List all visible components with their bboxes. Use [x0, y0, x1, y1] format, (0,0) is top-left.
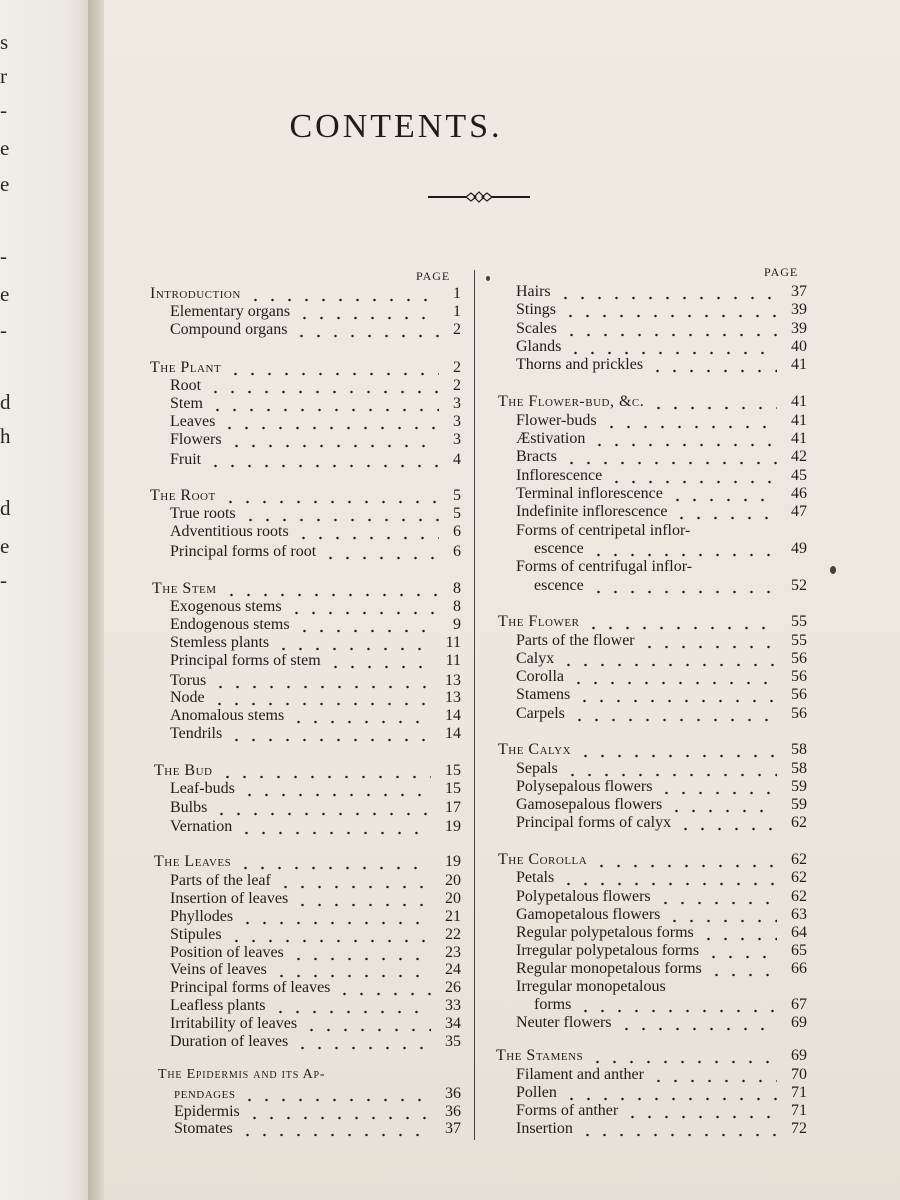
- toc-page-number: 37: [445, 1120, 461, 1137]
- leader-dots: [273, 961, 431, 979]
- toc-page-number: 40: [791, 338, 807, 355]
- toc-entry-title: Flower-buds: [516, 412, 597, 429]
- toc-page-number: 3: [453, 395, 461, 412]
- toc-page-number: 71: [791, 1084, 807, 1101]
- toc-entry-title: Gamosepalous flowers: [516, 796, 663, 813]
- toc-page-number: 23: [445, 944, 461, 961]
- leader-dots: [213, 799, 431, 817]
- toc-page-number: 62: [791, 888, 807, 905]
- toc-page-number: 62: [791, 814, 807, 831]
- leader-dots: [294, 890, 431, 908]
- toc-page-number: 36: [445, 1103, 461, 1120]
- toc-page-number: 21: [445, 908, 461, 925]
- toc-entry-title: Position of leaves: [170, 944, 284, 961]
- toc-page-number: 8: [453, 580, 461, 597]
- leader-dots: [296, 616, 439, 634]
- toc-entry-title: Corolla: [516, 668, 564, 685]
- toc-page-number: 6: [453, 523, 461, 540]
- leader-dots: [288, 598, 439, 616]
- leader-dots: [207, 451, 439, 469]
- toc-entry-title: Parts of the leaf: [170, 872, 271, 889]
- toc-entry-title: Polysepalous flowers: [516, 778, 653, 795]
- toc-entry-title: Principal forms of root: [170, 543, 317, 560]
- toc-page-number: 55: [791, 613, 807, 630]
- leader-dots: [593, 851, 777, 869]
- toc-entry-title: Duration of leaves: [170, 1033, 289, 1050]
- toc-page-number: 34: [445, 1015, 461, 1032]
- toc-page-number: 20: [445, 890, 461, 907]
- toc-entry-title: Indefinite inflorescence: [516, 503, 668, 520]
- toc-page-number: 62: [791, 869, 807, 886]
- leader-dots: [228, 725, 431, 743]
- leader-dots: [641, 632, 777, 650]
- leader-dots: [649, 356, 777, 374]
- toc-page-number: 56: [791, 650, 807, 667]
- leader-dots: [624, 1102, 777, 1120]
- toc-page-number: 13: [445, 689, 461, 706]
- toc-entry-title: True roots: [170, 505, 236, 522]
- toc-entry-title: Fruit: [170, 451, 202, 468]
- leader-dots: [576, 686, 777, 704]
- leader-dots: [239, 1120, 431, 1138]
- toc-page-number: 37: [791, 283, 807, 300]
- facing-page-fragment: e: [0, 136, 10, 160]
- facing-page-fragment: e: [0, 172, 10, 196]
- leader-dots: [228, 926, 431, 944]
- leader-dots: [296, 303, 439, 321]
- toc-page-number: 35: [445, 1033, 461, 1050]
- toc-page-number: 47: [791, 503, 807, 520]
- leader-dots: [239, 908, 431, 926]
- toc-page-number: 62: [791, 851, 807, 868]
- toc-entry-title: Flowers: [170, 431, 222, 448]
- toc-page-number: 24: [445, 961, 461, 978]
- toc-page-number: 45: [791, 467, 807, 484]
- toc-entry-title: Parts of the flower: [516, 632, 635, 649]
- toc-page-number: 46: [791, 485, 807, 502]
- toc-page-number: 56: [791, 705, 807, 722]
- leader-dots: [272, 997, 431, 1015]
- facing-page-fragment: -: [0, 568, 7, 592]
- toc-entry-title: Inflorescence: [516, 467, 603, 484]
- leader-dots: [209, 395, 439, 413]
- leader-dots: [238, 818, 431, 836]
- facing-page-fragment: d: [0, 390, 11, 414]
- toc-page-number: 36: [445, 1085, 461, 1102]
- toc-entry-title: Æstivation: [516, 430, 586, 447]
- leader-dots: [677, 814, 777, 832]
- toc-entry-title: Irregular polypetalous forms: [516, 942, 700, 959]
- toc-entry-title: Regular polypetalous forms: [516, 924, 694, 941]
- leader-dots: [658, 778, 777, 796]
- leader-dots: [657, 888, 777, 906]
- toc-page-number: 14: [445, 707, 461, 724]
- leader-dots: [563, 448, 777, 466]
- toc-page-number: 72: [791, 1120, 807, 1137]
- leader-dots: [212, 672, 431, 690]
- leader-dots: [563, 1084, 777, 1102]
- toc-entry-title: Petals: [516, 869, 555, 886]
- toc-page-number: 19: [445, 818, 461, 835]
- toc-entry-title: Bulbs: [170, 799, 208, 816]
- column-divider: [474, 270, 475, 1140]
- toc-entry-title: Stings: [516, 301, 557, 318]
- toc-page-number: 2: [453, 377, 461, 394]
- toc-entry-title: Leaf-buds: [170, 780, 235, 797]
- leader-dots: [708, 960, 777, 978]
- toc-entry-title: escence: [534, 540, 584, 557]
- toc-entry-title: escence: [534, 577, 584, 594]
- toc-entry-title: Insertion: [516, 1120, 573, 1137]
- leader-dots: [590, 577, 777, 595]
- toc-entry-title: The Corolla: [498, 851, 588, 868]
- toc-entry-title: Carpels: [516, 705, 565, 722]
- toc-entry-title: Principal forms of leaves: [170, 979, 331, 996]
- toc-page-number: 1: [453, 303, 461, 320]
- leader-dots: [591, 430, 777, 448]
- toc-entry-title: The Flower-bud, &c.: [498, 393, 645, 410]
- page-title: CONTENTS.: [289, 108, 503, 145]
- toc-entry-title: Regular monopetalous forms: [516, 960, 702, 977]
- left-page-column-heading: PAGE: [416, 269, 451, 283]
- facing-page-fragment: -: [0, 244, 7, 268]
- toc-page-number: 39: [791, 320, 807, 337]
- toc-page-number: 63: [791, 906, 807, 923]
- leader-dots: [650, 1066, 777, 1084]
- leader-dots: [228, 431, 439, 449]
- toc-page-number: 20: [445, 872, 461, 889]
- leader-dots: [295, 523, 439, 541]
- toc-entry-title: Hairs: [516, 283, 551, 300]
- right-page-column-heading: PAGE: [764, 265, 799, 279]
- leader-dots: [294, 1033, 431, 1051]
- leader-dots: [673, 503, 777, 521]
- toc-page-number: 71: [791, 1102, 807, 1119]
- toc-page-number: 8: [453, 598, 461, 615]
- toc-page-number: 5: [453, 505, 461, 522]
- toc-entry-title: Tendrils: [170, 725, 223, 742]
- leader-dots: [327, 652, 432, 670]
- facing-page-fragment: -: [0, 318, 7, 342]
- toc-page-number: 39: [791, 301, 807, 318]
- toc-entry-title: Stem: [170, 395, 203, 412]
- leader-dots: [608, 467, 777, 485]
- toc-entry-title: Neuter flowers: [516, 1014, 612, 1031]
- toc-page-number: 58: [791, 741, 807, 758]
- toc-entry-title: Gamopetalous flowers: [516, 906, 661, 923]
- leader-dots: [570, 668, 777, 686]
- toc-entry-title: Endogenous stems: [170, 616, 290, 633]
- toc-page-number: 56: [791, 668, 807, 685]
- leader-dots: [579, 1120, 777, 1138]
- toc-entry-title: Veins of leaves: [170, 961, 267, 978]
- leader-dots: [564, 760, 777, 778]
- toc-page-number: 52: [791, 577, 807, 594]
- leader-dots: [207, 377, 439, 395]
- toc-entry-title: Introduction: [150, 285, 241, 302]
- toc-page-number: 56: [791, 686, 807, 703]
- toc-entry-title: Torus: [170, 672, 207, 689]
- facing-page-fragment: e: [0, 282, 10, 306]
- toc-entry-title: Forms of centrifugal inflor-: [516, 558, 693, 575]
- toc-entry-title: The Plant: [150, 359, 222, 376]
- toc-entry-title: Adventitious roots: [170, 523, 289, 540]
- toc-page-number: 14: [445, 725, 461, 742]
- toc-entry-title: Calyx: [516, 650, 555, 667]
- toc-entry-title: Polypetalous flowers: [516, 888, 651, 905]
- leader-dots: [221, 413, 439, 431]
- toc-page-number: 5: [453, 487, 461, 504]
- toc-entry-title: Vernation: [170, 818, 233, 835]
- paper-stain: [830, 566, 836, 574]
- leader-dots: [557, 283, 777, 301]
- toc-page-number: 69: [791, 1047, 807, 1064]
- toc-entry-title: Exogenous stems: [170, 598, 282, 615]
- leader-dots: [669, 485, 777, 503]
- toc-entry-title: Terminal inflorescence: [516, 485, 663, 502]
- paper-stain: [486, 276, 490, 281]
- toc-page-number: 66: [791, 960, 807, 977]
- toc-entry-title: Elementary organs: [170, 303, 291, 320]
- leader-dots: [571, 705, 777, 723]
- toc-page-number: 49: [791, 540, 807, 557]
- toc-entry-title: Compound organs: [170, 321, 288, 338]
- toc-page-number: 42: [791, 448, 807, 465]
- toc-entry-title: Irregular monopetalous: [516, 978, 666, 995]
- toc-entry-title: Node: [170, 689, 205, 706]
- toc-page-number: 64: [791, 924, 807, 941]
- leader-dots: [222, 487, 439, 505]
- leader-dots: [567, 338, 777, 356]
- toc-entry-title: Leaves: [170, 413, 216, 430]
- toc-entry-title: The Calyx: [498, 741, 572, 758]
- leader-dots: [668, 796, 777, 814]
- toc-entry-title: The Stem: [152, 580, 217, 597]
- toc-entry-title: The Bud: [154, 762, 213, 779]
- leader-dots: [322, 543, 439, 561]
- leader-dots: [618, 1014, 777, 1032]
- leader-dots: [563, 320, 777, 338]
- toc-entry-title: Sepals: [516, 760, 558, 777]
- leader-dots: [290, 707, 431, 725]
- leader-dots: [290, 944, 431, 962]
- facing-page-fragment: e: [0, 534, 10, 558]
- toc-entry-title: Stomates: [174, 1120, 233, 1137]
- toc-entry-title: The Leaves: [154, 853, 232, 870]
- toc-entry-title: Anomalous stems: [170, 707, 285, 724]
- leader-dots: [211, 689, 431, 707]
- leader-dots: [303, 1015, 431, 1033]
- toc-entry-title: Filament and anther: [516, 1066, 644, 1083]
- toc-page-number: 2: [453, 321, 461, 338]
- toc-entry-title: forms: [534, 996, 572, 1013]
- toc-page-number: 22: [445, 926, 461, 943]
- toc-page-number: 1: [453, 285, 461, 302]
- leader-dots: [560, 869, 777, 887]
- toc-entry-title: Stamens: [516, 686, 571, 703]
- toc-entry-title: Irritability of leaves: [170, 1015, 298, 1032]
- toc-page-number: 19: [445, 853, 461, 870]
- toc-page-number: 17: [445, 799, 461, 816]
- toc-page-number: 65: [791, 942, 807, 959]
- toc-entry-title: Forms of anther: [516, 1102, 619, 1119]
- toc-entry-title: Glands: [516, 338, 562, 355]
- leader-dots: [666, 906, 777, 924]
- toc-page-number: 59: [791, 796, 807, 813]
- toc-entry-title: Root: [170, 377, 202, 394]
- toc-page-number: 55: [791, 632, 807, 649]
- leader-dots: [293, 321, 439, 339]
- toc-entry-title: Epidermis: [174, 1103, 240, 1120]
- toc-page-number: 41: [791, 412, 807, 429]
- leader-dots: [700, 924, 777, 942]
- toc-entry-title: Stipules: [170, 926, 222, 943]
- leader-dots: [650, 393, 777, 411]
- toc-entry-title: The Flower: [498, 613, 580, 630]
- toc-page-number: 33: [445, 997, 461, 1014]
- facing-page-edge: [0, 0, 92, 1200]
- facing-page-fragment: d: [0, 496, 11, 520]
- toc-page-number: 6: [453, 543, 461, 560]
- toc-entry-title: Phyllodes: [170, 908, 234, 925]
- leader-dots: [219, 762, 432, 780]
- toc-page-number: 11: [445, 634, 461, 651]
- toc-page-number: 9: [453, 616, 461, 633]
- leader-dots: [589, 1047, 777, 1065]
- facing-page-fragment: h: [0, 424, 11, 448]
- leader-dots: [705, 942, 777, 960]
- toc-page-number: 69: [791, 1014, 807, 1031]
- toc-page-number: 2: [453, 359, 461, 376]
- leader-dots: [237, 853, 431, 871]
- leader-dots: [577, 996, 777, 1014]
- toc-entry-title: Leafless plants: [170, 997, 266, 1014]
- toc-entry-title: Insertion of leaves: [170, 890, 289, 907]
- leader-dots: [247, 285, 439, 303]
- toc-page-number: 13: [445, 672, 461, 689]
- ornament-rule-icon: [428, 190, 530, 204]
- leader-dots: [227, 359, 439, 377]
- toc-page-number: 3: [453, 413, 461, 430]
- leader-dots: [277, 872, 431, 890]
- toc-entry-title: The Root: [150, 487, 216, 504]
- leader-dots: [275, 634, 431, 652]
- leader-dots: [223, 580, 439, 598]
- toc-page-number: 26: [445, 979, 461, 996]
- toc-entry-title: The Epidermis and its Ap-: [158, 1067, 326, 1082]
- toc-page-number: 41: [791, 356, 807, 373]
- toc-page-number: 15: [445, 780, 461, 797]
- toc-page-number: 70: [791, 1066, 807, 1083]
- leader-dots: [242, 505, 439, 523]
- leader-dots: [336, 979, 431, 997]
- toc-entry-title: Pollen: [516, 1084, 557, 1101]
- leader-dots: [577, 741, 777, 759]
- toc-entry-title: Principal forms of calyx: [516, 814, 672, 831]
- toc-entry-title: Principal forms of stem: [170, 652, 321, 669]
- leader-dots: [585, 613, 777, 631]
- toc-page-number: 15: [445, 762, 461, 779]
- leader-dots: [603, 412, 777, 430]
- leader-dots: [590, 540, 777, 558]
- toc-page-number: 3: [453, 431, 461, 448]
- toc-page-number: 4: [453, 451, 461, 468]
- toc-page-number: 67: [791, 996, 807, 1013]
- toc-page-number: 41: [791, 430, 807, 447]
- toc-entry-title: Thorns and prickles: [516, 356, 644, 373]
- toc-entry-title: Bracts: [516, 448, 557, 465]
- toc-page-number: 41: [791, 393, 807, 410]
- leader-dots: [560, 650, 777, 668]
- toc-entry-title: Forms of centripetal inflor-: [516, 522, 691, 539]
- facing-page-fragment: s: [0, 30, 9, 54]
- leader-dots: [246, 1103, 431, 1121]
- facing-page-fragment: r: [0, 64, 7, 88]
- toc-page-number: 59: [791, 778, 807, 795]
- toc-entry-title: Stemless plants: [170, 634, 270, 651]
- leader-dots: [241, 780, 431, 798]
- facing-page-fragment: -: [0, 98, 7, 122]
- toc-page-number: 11: [445, 652, 461, 669]
- toc-entry-title: Scales: [516, 320, 557, 337]
- toc-entry-title: pendages: [174, 1085, 236, 1102]
- leader-dots: [562, 301, 777, 319]
- leader-dots: [241, 1085, 431, 1103]
- toc-page-number: 58: [791, 760, 807, 777]
- toc-entry-title: The Stamens: [496, 1047, 584, 1064]
